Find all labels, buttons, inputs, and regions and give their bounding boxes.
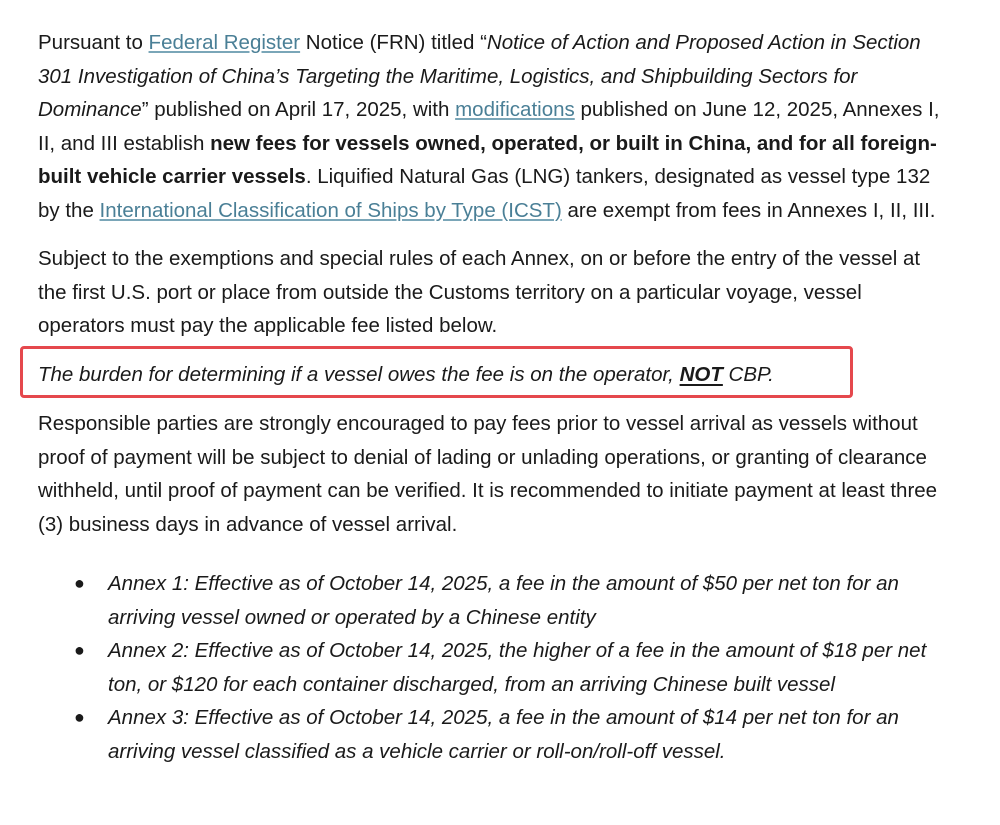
bullet-icon: ● [74,573,85,593]
exemptions-paragraph: Subject to the exemptions and special rules of each Annex, on or before the entry of the vessel at the first U.S. port or place from outside the Customs territory on a particular voyage, vessel operators must pay the applicable fee listed below. [38,247,921,337]
intro-paragraph [38,26,950,227]
intro-text-2: Notice (FRN) titled “ [300,31,487,54]
intro-text-3: ” published on April 17, 2025, with [141,98,456,121]
list-item-annex-2 [74,634,950,701]
intro-text-6: are exempt from fees in Annexes I, II, III. [561,198,936,222]
icst-link[interactable]: International Classification of Ships by Type (ICST) [99,198,562,222]
bullet-icon: ● [74,707,85,727]
burden-callout-text [38,363,774,386]
callout-text-after: CBP. [722,362,774,386]
callout-text-before: The burden for determining if a vessel owes the fee is on the operator, [38,362,680,386]
modifications-link[interactable]: modifications [455,98,575,121]
list-item-annex-1 [74,567,950,634]
federal-register-link[interactable]: Federal Register [148,31,301,54]
intro-text-4: published on June 12, 2025, Annexes I, II, and III establish [38,98,940,155]
payment-guidance-paragraph: Responsible parties are strongly encouraged to pay fees prior to vessel arrival as vessels without proof of payment will be subject to denial of lading or unlading operations, or granting of clearance withheld, until proof of payment can be verified. It is recommended to initiate payment at least three (3) business days in advance of vessel arrival. [38,412,938,536]
bullet-icon: ● [74,640,85,660]
intro-text-5: . Liquified Natural Gas (LNG) tankers, designated as vessel type 132 by the [38,165,931,222]
annex-2-text: Annex 2: Effective as of October 14, 2025, the higher of a fee in the amount of $18 per net ton, or $120 for each container discharged, from an arriving Chinese built vessel [108,639,927,696]
intro-text-1: Pursuant to [38,31,149,54]
not-emphasis: NOT [679,362,723,386]
annex-1-text: Annex 1: Effective as of October 14, 2025, a fee in the amount of $50 per net ton for an arriving vessel owned or operated by a Chinese entity [108,572,899,629]
new-fees-statement: new fees for vessels owned, operated, or built in China, and for all foreign-built vehicle carrier vessels [38,131,937,188]
notice-title: Notice of Action and Proposed Action in Section 301 Investigation of China’s Targeting the Maritime, Logistics, and Shipbuilding Sectors for Dominance [38,31,921,121]
annex-fee-list [38,567,950,768]
annex-3-text: Annex 3: Effective as of October 14, 2025, a fee in the amount of $14 per net ton for an arriving vessel classified as a vehicle carrier or roll-on/roll-off vessel. [108,706,899,763]
list-item-annex-3 [74,701,950,768]
burden-callout [38,358,950,392]
